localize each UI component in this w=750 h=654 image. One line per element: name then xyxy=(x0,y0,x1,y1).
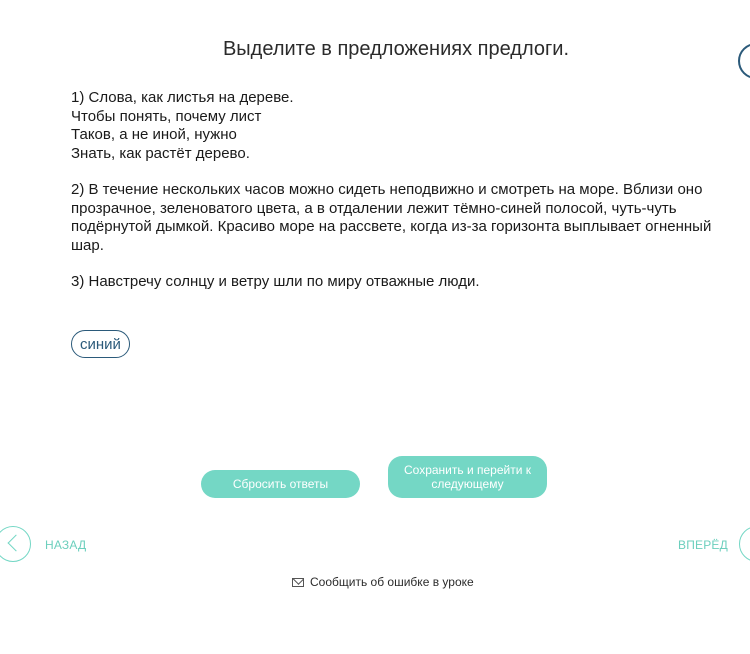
forward-link[interactable]: ВПЕРЁД xyxy=(678,538,728,552)
save-and-next-button[interactable]: Сохранить и перейти к следующему xyxy=(388,456,547,498)
paragraph-line: 2) В течение нескольких часов можно сидеть неподвижно и смотреть на море. Вблизи оно xyxy=(71,181,703,198)
back-arrow-button[interactable] xyxy=(0,526,31,562)
report-error-link[interactable] xyxy=(292,574,474,590)
exercise-poem xyxy=(71,89,746,163)
mail-icon xyxy=(292,578,304,587)
answer-word-chip[interactable]: синий xyxy=(71,330,130,358)
exercise-paragraph-2 xyxy=(71,181,746,255)
poem-line: Знать, как растёт дерево. xyxy=(71,144,250,162)
poem-line: Таков, а не иной, нужно xyxy=(71,126,237,143)
page-title: Выделите в предложениях предлоги. xyxy=(222,38,570,60)
exercise-paragraph-3 xyxy=(71,273,746,292)
reset-answers-button[interactable]: Сбросить ответы xyxy=(201,470,360,498)
paragraph-line: подёрнутой дымкой. Красиво море на рассвете, когда из-за горизонта выплывает огненный xyxy=(71,218,712,235)
paragraph-line: шар. xyxy=(71,236,104,254)
forward-arrow-button[interactable] xyxy=(739,526,750,562)
poem-line: 1) Слова, как листья на дереве. xyxy=(71,89,294,106)
paragraph-line: прозрачное, зеленоватого цвета, а в отдалении лежит тёмно-синей полосой, чуть-чуть xyxy=(71,199,677,217)
poem-line: Чтобы понять, почему лист xyxy=(71,107,262,125)
back-link[interactable]: НАЗАД xyxy=(45,538,87,552)
chevron-left-icon xyxy=(8,535,25,552)
paragraph-line: 3) Навстречу солнцу и ветру шли по миру отважные люди. xyxy=(71,273,480,290)
report-error-label: Сообщить об ошибке в уроке xyxy=(310,575,474,589)
